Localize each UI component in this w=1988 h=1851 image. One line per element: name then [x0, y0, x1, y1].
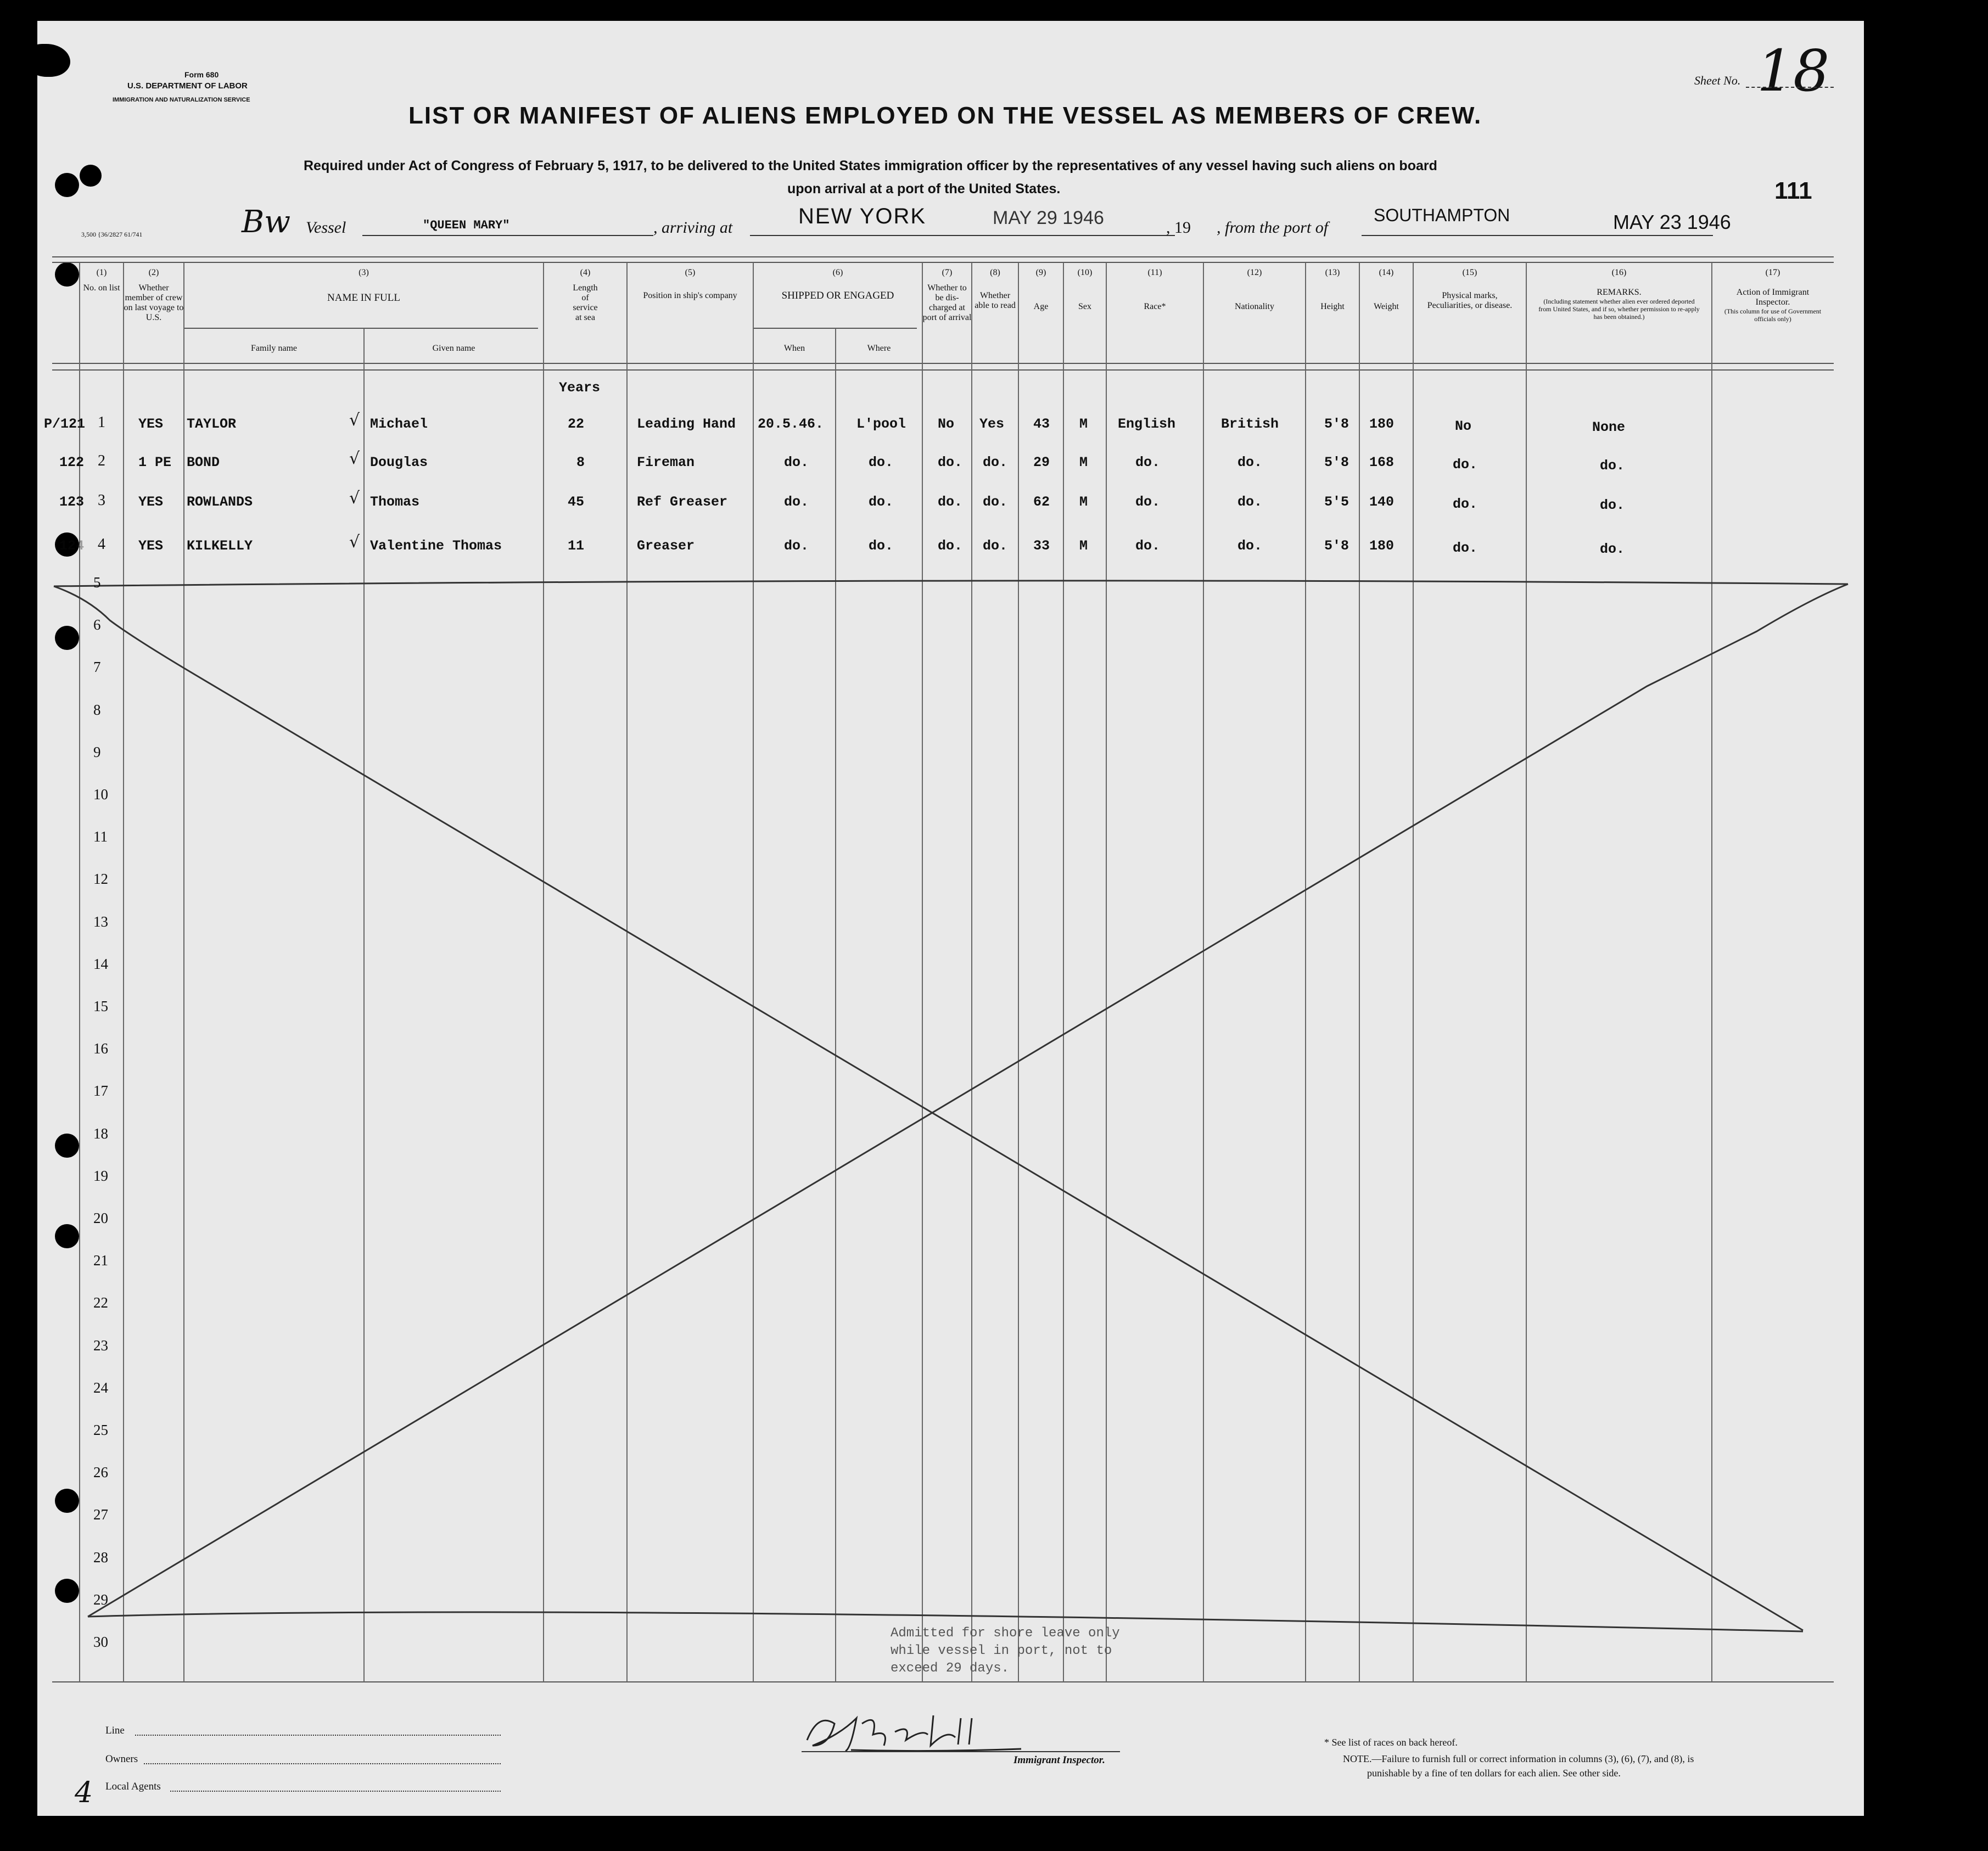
row-number: 16 [93, 1040, 108, 1057]
crew-read: do. [983, 455, 1008, 470]
from-port-label: , from the port of [1217, 218, 1329, 237]
crew-last-voyage: YES [138, 494, 164, 510]
crew-sex: M [1079, 455, 1088, 470]
page-title: LIST OR MANIFEST OF ALIENS EMPLOYED ON THE VESSEL AS MEMBERS OF CREW. [408, 102, 1482, 129]
races-note: * See list of races on back hereof. [1324, 1737, 1458, 1748]
row-number: 21 [93, 1252, 108, 1269]
inspector-initials: Bw [242, 204, 291, 240]
row-number: 18 [93, 1125, 108, 1142]
corner-mark: 4 [75, 1776, 93, 1809]
crew-remarks: do. [1600, 458, 1625, 474]
row-number: 20 [93, 1210, 108, 1226]
row-number: 29 [93, 1591, 108, 1608]
col-num: (3) [359, 268, 369, 277]
crew-given-name: Michael [370, 416, 428, 432]
row-number: 14 [93, 955, 108, 972]
year-label: , 19 [1166, 218, 1191, 237]
crew-last-voyage: 1 PE [138, 455, 172, 470]
row-number: 10 [93, 786, 108, 803]
crew-age: 29 [1033, 455, 1050, 470]
crew-height: 5'5 [1324, 494, 1349, 510]
col-num: (2) [148, 268, 159, 277]
crew-discharged: No [938, 416, 955, 432]
print-code: 3,500 {36/2827 61/741 [81, 231, 143, 238]
row-number: 11 [93, 828, 108, 845]
col-header-8 [972, 268, 1018, 311]
col-label: SHIPPED OR ENGAGED [781, 290, 894, 301]
col-label: Whether able to read [975, 291, 1016, 310]
col-note: (This column for use of Government officials only) [1724, 307, 1822, 323]
crew-no: 2 [98, 452, 105, 469]
footer-owners-label: Owners [105, 1753, 138, 1765]
arriving-label: , arriving at [653, 218, 733, 237]
col-num: (17) [1765, 268, 1780, 277]
footer-owners-field [144, 1763, 501, 1764]
row-number: 15 [93, 998, 108, 1014]
crew-age: 62 [1033, 494, 1050, 510]
col-header-7 [922, 268, 972, 323]
row-number: 5 [93, 574, 101, 591]
col-label: NAME IN FULL [327, 292, 400, 304]
col-header-5 [627, 268, 753, 301]
col-header-6b: Where [867, 344, 891, 353]
row-number: 19 [93, 1167, 108, 1184]
row-number: 17 [93, 1082, 108, 1100]
col-header-13 [1306, 268, 1359, 312]
crew-sex: M [1079, 416, 1088, 432]
crew-marks: do. [1453, 540, 1478, 556]
department-name: U.S. DEPARTMENT OF LABOR [127, 81, 248, 91]
shore-leave-stamp [891, 1625, 1120, 1678]
years-label: Years [559, 380, 601, 396]
crew-position: Leading Hand [637, 416, 736, 432]
row-number: 22 [93, 1294, 108, 1311]
row-number: 6 [93, 616, 101, 633]
signature-underline [802, 1751, 1120, 1752]
crew-ref: P/121 [44, 416, 86, 432]
sheet-label-text: Sheet No. [1694, 74, 1741, 87]
vessel-name: "QUEEN MARY" [423, 218, 510, 232]
col-num: (10) [1077, 268, 1093, 277]
crew-service: 11 [568, 538, 585, 554]
crew-family-name: BOND [187, 455, 220, 470]
col-num: (4) [580, 268, 591, 277]
col-num: (16) [1611, 268, 1627, 277]
col-label: Height [1320, 302, 1345, 311]
crew-read: do. [983, 494, 1008, 510]
crew-read: do. [983, 538, 1008, 554]
col-header-14 [1359, 268, 1413, 312]
crew-age: 43 [1033, 416, 1050, 432]
stamp-line-1: Admitted for shore leave only [891, 1626, 1120, 1641]
col-label: Length of service at sea [573, 283, 598, 322]
col-header-6a: When [783, 344, 805, 353]
crew-race: do. [1135, 538, 1161, 554]
crew-service: 22 [568, 416, 585, 432]
col-num: (15) [1462, 268, 1477, 277]
crew-where: do. [869, 455, 894, 470]
stamp-line-3: exceed 29 days. [891, 1661, 1010, 1676]
row-number: 8 [93, 701, 101, 718]
crew-race: do. [1135, 455, 1161, 470]
crew-marks: do. [1453, 496, 1478, 512]
col-num: (11) [1147, 268, 1162, 277]
page-number: 111 [1774, 177, 1812, 204]
form-number: Form 680 [184, 70, 219, 79]
col-header-12 [1203, 268, 1306, 312]
crew-marks: do. [1453, 457, 1478, 473]
col-num: (6) [832, 268, 843, 277]
row-number: 25 [93, 1422, 108, 1438]
crew-height: 5'8 [1324, 416, 1349, 432]
row-number: 23 [93, 1337, 108, 1354]
note-line-2: punishable by a fine of ten dollars for each alien. See other side. [1367, 1768, 1621, 1779]
col-label: Action of Immigrant Inspector. [1736, 288, 1810, 307]
crew-discharged: do. [938, 538, 963, 554]
sheet-number: 18 [1757, 37, 1830, 104]
crew-discharged: do. [938, 494, 963, 510]
col-label: Nationality [1235, 302, 1274, 311]
crew-where: L'pool [856, 416, 906, 432]
row-number: 9 [93, 743, 101, 760]
col-label: Age [1033, 302, 1049, 311]
col-note: (Including statement whether alien ever ordered deported from United States, and if so, whether permission to re-apply has been obtained.) [1538, 298, 1700, 321]
check-mark: √ [349, 532, 360, 552]
crew-ref: 123 [59, 494, 85, 510]
footer-agents-field [170, 1791, 501, 1792]
col-label: REMARKS. [1597, 288, 1642, 297]
crew-where: do. [869, 538, 894, 554]
col-header-4 [544, 268, 627, 323]
crew-remarks: do. [1600, 541, 1625, 557]
crew-no: 3 [98, 492, 105, 509]
crew-no: 1 [98, 414, 105, 431]
col-num: (14) [1379, 268, 1394, 277]
crew-sex: M [1079, 494, 1088, 510]
crew-given-name: Valentine Thomas [370, 538, 502, 554]
col-header-2 [124, 268, 184, 323]
col-label: Whether member of crew on last voyage to U.S. [124, 283, 184, 322]
crew-family-name: ROWLANDS [187, 494, 253, 510]
col-label: Physical marks, Peculiarities, or disease. [1427, 291, 1513, 310]
crew-when: do. [784, 538, 809, 554]
col-num: (5) [685, 268, 696, 277]
crew-ref: 124 [59, 538, 85, 554]
footer-agents-label: Local Agents [105, 1781, 161, 1792]
row-number: 26 [93, 1464, 108, 1481]
col-num: (7) [942, 268, 953, 277]
crew-given-name: Douglas [370, 455, 428, 470]
stamp-line-2: while vessel in port, not to [891, 1644, 1112, 1658]
row-number: 12 [93, 871, 108, 888]
arrival-port: NEW YORK [798, 204, 927, 228]
crew-read: Yes [979, 416, 1005, 432]
crew-service: 8 [576, 455, 585, 470]
subtitle-line-1: Required under Act of Congress of February 5, 1917, to be delivered to the United States immigration officer by the representatives of any vessel having such aliens on board [304, 158, 1437, 173]
departure-port: SOUTHAMPTON [1374, 205, 1510, 225]
check-mark: √ [349, 489, 360, 508]
footer-line-label: Line [105, 1725, 125, 1736]
check-mark: √ [349, 449, 360, 468]
col-header-3b: Given name [432, 344, 475, 353]
col-header-11 [1106, 268, 1203, 312]
crew-when: 20.5.46. [758, 416, 824, 432]
service-name: IMMIGRATION AND NATURALIZATION SERVICE [113, 97, 250, 103]
crew-service: 45 [568, 494, 585, 510]
row-number: 24 [93, 1379, 108, 1396]
inspector-signature [796, 1707, 1027, 1757]
col-header-16 [1526, 268, 1712, 321]
crew-age: 33 [1033, 538, 1050, 554]
crew-given-name: Thomas [370, 494, 420, 510]
crew-position: Greaser [637, 538, 695, 554]
crew-marks: No [1455, 418, 1472, 434]
col-header-6 [753, 268, 922, 301]
col-label: Position in ship's company [643, 291, 737, 300]
subtitle-line-2: upon arrival at a port of the United States. [787, 181, 1061, 197]
crew-nationality: do. [1237, 494, 1263, 510]
crew-remarks: None [1592, 419, 1626, 435]
col-num: (8) [990, 268, 1000, 277]
footer-line-field [135, 1735, 501, 1736]
col-header-15 [1413, 268, 1526, 311]
crew-sex: M [1079, 538, 1088, 554]
row-number: 13 [93, 913, 108, 930]
crew-height: 5'8 [1324, 455, 1349, 470]
crew-race: English [1118, 416, 1176, 432]
crew-nationality: do. [1237, 538, 1263, 554]
crew-race: do. [1135, 494, 1161, 510]
col-header-1 [80, 268, 124, 293]
crew-weight: 180 [1369, 416, 1395, 432]
crew-last-voyage: YES [138, 538, 164, 554]
crew-nationality: do. [1237, 455, 1263, 470]
crew-weight: 168 [1369, 455, 1395, 470]
departure-date: MAY 23 1946 [1613, 211, 1731, 233]
col-label: Weight [1374, 302, 1399, 311]
crew-position: Fireman [637, 455, 695, 470]
col-header-10 [1063, 268, 1106, 312]
col-label: Sex [1078, 302, 1091, 311]
crew-last-voyage: YES [138, 416, 164, 432]
crew-nationality: British [1221, 416, 1279, 432]
col-num: (13) [1325, 268, 1340, 277]
inspector-label: Immigrant Inspector. [1013, 1754, 1105, 1766]
col-label: Whether to be dis-charged at port of arrival [922, 283, 972, 322]
crew-family-name: KILKELLY [187, 538, 253, 554]
crew-weight: 180 [1369, 538, 1395, 554]
col-header-9 [1018, 268, 1063, 312]
col-header-17 [1712, 268, 1834, 323]
crew-discharged: do. [938, 455, 963, 470]
col-label: No. on list [83, 283, 120, 293]
row-number: 30 [93, 1634, 108, 1650]
crew-when: do. [784, 455, 809, 470]
row-number: 27 [93, 1506, 108, 1523]
arrival-date: MAY 29 1946 [993, 207, 1104, 228]
crew-remarks: do. [1600, 497, 1625, 513]
col-num: (1) [96, 268, 107, 277]
col-header-3a: Family name [251, 344, 297, 353]
crew-where: do. [869, 494, 894, 510]
col-header-3 [184, 268, 544, 303]
col-num: (9) [1035, 268, 1046, 277]
row-number: 28 [93, 1549, 108, 1566]
col-label: Race* [1144, 302, 1166, 311]
col-num: (12) [1247, 268, 1262, 277]
crew-no: 4 [98, 536, 105, 553]
crew-when: do. [784, 494, 809, 510]
crew-height: 5'8 [1324, 538, 1349, 554]
crew-family-name: TAYLOR [187, 416, 237, 432]
vessel-label: Vessel [306, 218, 346, 237]
check-mark: √ [349, 411, 360, 430]
crew-position: Ref Greaser [637, 494, 728, 510]
crew-ref: 122 [59, 455, 85, 470]
note-line-1: NOTE.—Failure to furnish full or correct information in columns (3), (6), (7), and (8), is [1343, 1753, 1694, 1764]
row-number: 7 [93, 659, 101, 676]
crew-weight: 140 [1369, 494, 1395, 510]
